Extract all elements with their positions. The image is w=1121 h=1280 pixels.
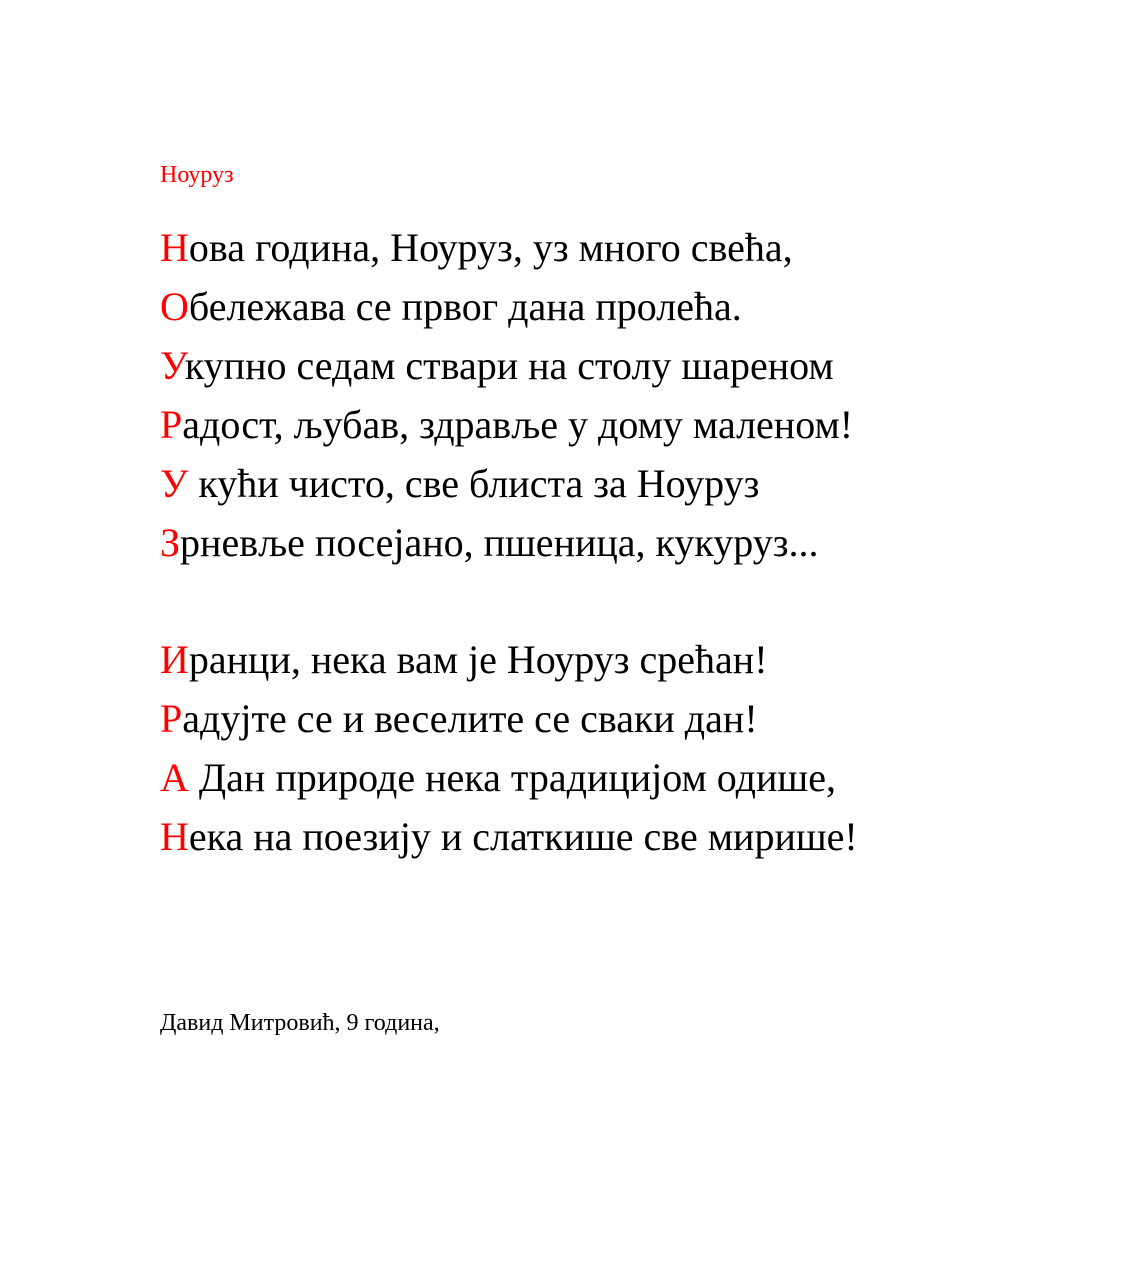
line-text: ека на поезију и слаткише све мирише!	[188, 814, 858, 859]
line-text: адујте се и веселите се сваки дан!	[182, 696, 758, 741]
poem-line	[160, 519, 853, 578]
poem-line	[160, 754, 858, 813]
acrostic-initial: Р	[160, 402, 183, 447]
poem-line	[160, 813, 858, 872]
line-text: кући чисто, све блиста за Ноуруз	[188, 461, 760, 506]
line-text: ранци, нека вам је Ноуруз срећан!	[188, 637, 768, 682]
poem-line	[160, 224, 853, 283]
stanza-1	[160, 224, 853, 578]
poem-line	[160, 401, 853, 460]
line-text: купно седам ствари на столу шареном	[184, 343, 834, 388]
acrostic-initial: И	[160, 637, 189, 682]
acrostic-initial: Н	[160, 225, 189, 270]
poem-line	[160, 342, 853, 401]
poem-line	[160, 283, 853, 342]
author-signature: Давид Митровић, 9 година,	[160, 1010, 440, 1036]
line-text: адост, љубав, здравље у дому маленом!	[182, 402, 854, 447]
poem-line	[160, 460, 853, 519]
line-text: Дан природе нека традицијом одише,	[188, 755, 836, 800]
line-text: бележава се првог дана пролећа.	[188, 284, 742, 329]
line-text: ова година, Ноуруз, уз много свећа,	[188, 225, 793, 270]
acrostic-initial: О	[160, 284, 189, 329]
poem-line	[160, 636, 858, 695]
stanza-2	[160, 636, 858, 872]
line-text: рневље посејано, пшеница, кукуруз...	[180, 520, 819, 565]
acrostic-initial: У	[160, 461, 189, 506]
acrostic-initial: А	[160, 755, 189, 800]
acrostic-initial: У	[160, 343, 185, 388]
acrostic-initial: Н	[160, 814, 189, 859]
acrostic-initial: З	[160, 520, 181, 565]
poem-title: Ноуруз	[160, 162, 234, 188]
acrostic-initial: Р	[160, 696, 183, 741]
poem-line	[160, 695, 858, 754]
